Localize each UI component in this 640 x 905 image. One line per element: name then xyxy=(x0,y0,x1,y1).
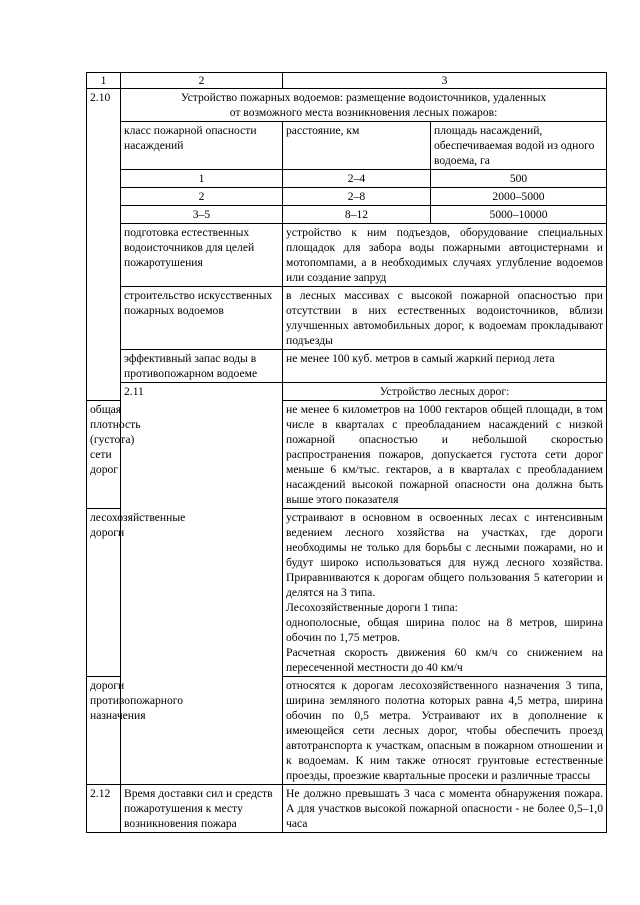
paragraph: устраивают в основном в освоенных лесах с интенсивным ведением лесного хозяйства на участках, где дороги необходимы не только для борьбы с лесными пожарами, но и будут широко использоваться для нужд лесного хозяйства. Приравниваются к дорогам общего пользования 5 категории и делятся на 3 типа. xyxy=(286,511,604,599)
document-table xyxy=(86,72,607,833)
table-row xyxy=(87,350,607,383)
row-text: относятся к дорогам лесохозяйственного назначения 3 типа, ширина земляного полотна которых равна 4,5 метра, ширина обочин по 0,5 метра. Устраивают их в дополнение к имеющейся сети лесных дорог, чтобы обеспечить проезд автотранспорта к участкам, опасным в пожарном отношении и к водоемам. К ним также относят грунтовые естественные проезды, проезжие квартальные просеки и различные трассы xyxy=(283,677,607,785)
subtable-header-class: класс пожарной опасности насаждений xyxy=(121,122,283,170)
row-text: устройство к ним подъездов, оборудование специальных площадок для забора воды пожарными автоцистернами и мотопомпами, а в необходимых случаях углубление водоемов или создание запруд xyxy=(283,224,607,287)
subtable-header-area: площадь насаждений, обеспечиваемая водой из одного водоема, га xyxy=(431,122,607,170)
row-label: общая плотность (густота) сети дорог xyxy=(87,401,121,509)
table-row xyxy=(87,287,607,350)
subtable-header-row xyxy=(87,122,607,170)
table-row xyxy=(87,224,607,287)
section-number: 2.11 xyxy=(121,383,283,785)
subtable-cell: 2 xyxy=(121,188,283,206)
section-2-12-row xyxy=(87,785,607,833)
subtable-cell: 3–5 xyxy=(121,206,283,224)
row-label: Время доставки сил и средств пожаротушения к месту возникновения пожара xyxy=(121,785,283,833)
subtable-cell: 1 xyxy=(121,170,283,188)
section-title: Устройство лесных дорог: xyxy=(283,383,607,401)
subtable-cell: 2–4 xyxy=(283,170,431,188)
header-col-1: 1 xyxy=(87,73,121,89)
header-col-2: 2 xyxy=(121,73,283,89)
row-text: в лесных массивах с высокой пожарной опасностью при отсутствии в них естественных водоисточников, вблизи улучшенных автомобильных дорог, к водоемам прокладывают подъезды xyxy=(283,287,607,350)
paragraph: Расчетная скорость движения 60 км/ч со снижением на пересеченной местности до 40 км/ч xyxy=(286,646,604,674)
section-number: 2.10 xyxy=(87,89,121,401)
section-title: Устройство пожарных водоемов: размещение водоисточников, удаленных от возможного места возникновения лесных пожаров: xyxy=(121,89,607,122)
subtable-row xyxy=(87,170,607,188)
subtable-cell: 5000–10000 xyxy=(431,206,607,224)
subtable-cell: 2–8 xyxy=(283,188,431,206)
row-text: не менее 6 километров на 1000 гектаров общей площади, в том числе в кварталах с преобладанием насаждений с низкой пожарной опасностью и небольшой скоростью распространения пожаров, допускается густота сети дорог меньше 6 км/тыс. гектаров, а в кварталах с преобладанием насаждений высокой пожарной опасности она должна быть выше этого показателя xyxy=(283,401,607,509)
subtable-cell: 500 xyxy=(431,170,607,188)
row-label: эффективный запас воды в противопожарном водоеме xyxy=(121,350,283,383)
section-2-10-title-row xyxy=(87,89,607,122)
subtable-header-distance: расстояние, км xyxy=(283,122,431,170)
subtable-row xyxy=(87,206,607,224)
section-number: 2.12 xyxy=(87,785,121,833)
paragraph: однополосные, общая ширина полос на 8 метров, ширина обочин по 1,75 метров. xyxy=(286,616,604,644)
paragraph: Лесохозяйственные дороги 1 типа: xyxy=(286,601,458,614)
row-label: дороги противопожарного назначения xyxy=(87,677,121,785)
row-label: лесохозяйственные дороги xyxy=(87,509,121,677)
header-col-3: 3 xyxy=(283,73,607,89)
subtable-row xyxy=(87,188,607,206)
row-text: не менее 100 куб. метров в самый жаркий период лета xyxy=(283,350,607,383)
row-text xyxy=(283,509,607,677)
row-label: подготовка естественных водоисточников для целей пожаротушения xyxy=(121,224,283,287)
row-label: строительство искусственных пожарных водоемов xyxy=(121,287,283,350)
row-text: Не должно превышать 3 часа с момента обнаружения пожара. А для участков высокой пожарной опасности - не более 0,5–1,0 часа xyxy=(283,785,607,833)
subtable-cell: 8–12 xyxy=(283,206,431,224)
header-row xyxy=(87,73,607,89)
section-2-11-title-row xyxy=(87,383,607,401)
subtable-cell: 2000–5000 xyxy=(431,188,607,206)
